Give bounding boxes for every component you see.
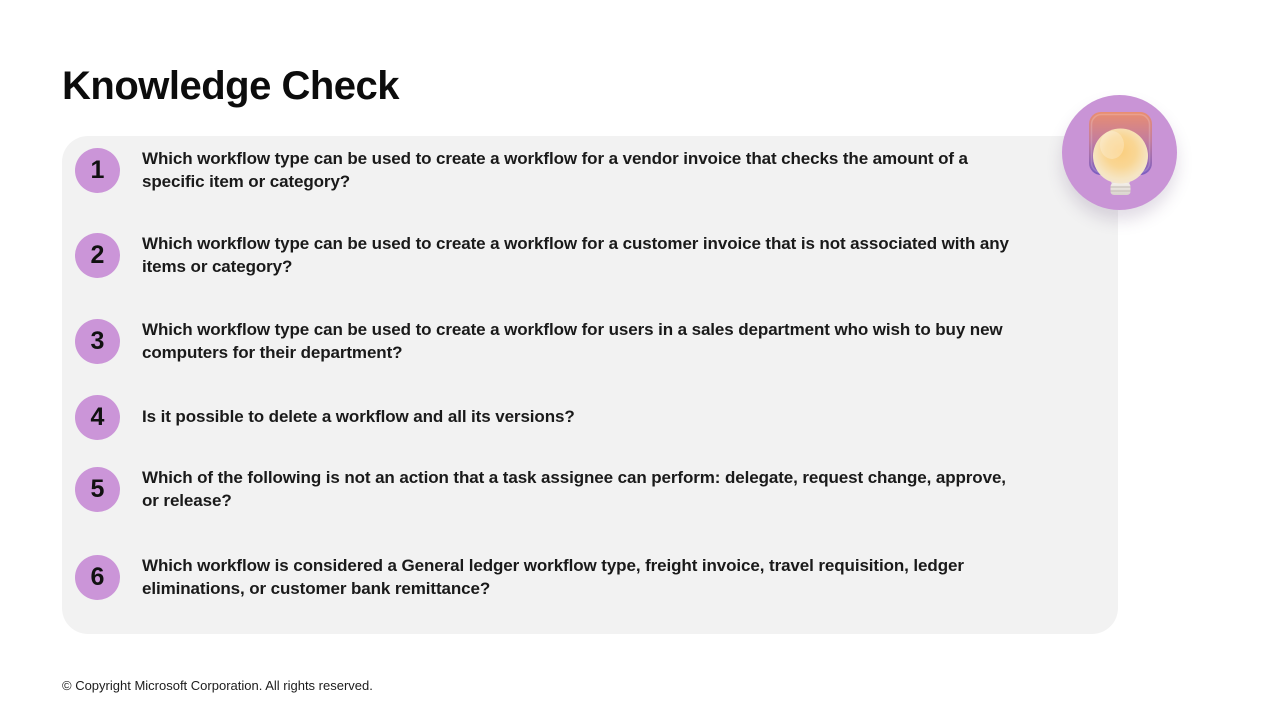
questions-panel <box>62 136 1118 634</box>
question-text: Which workflow type can be used to create a workflow for a vendor invoice that checks the amount of a specific item or category? <box>142 148 968 191</box>
question-text: Is it possible to delete a workflow and all its versions? <box>142 407 575 427</box>
question-number: 4 <box>90 402 105 431</box>
question-row <box>62 306 1072 376</box>
lightbulb-badge <box>1062 95 1177 210</box>
question-number-badge <box>75 148 120 193</box>
question-text: Which workflow type can be used to create a workflow for a customer invoice that is not associated with any items or category? <box>142 233 1009 276</box>
page-title: Knowledge Check <box>62 64 400 108</box>
question-text: Which workflow type can be used to create a workflow for users in a sales department who wish to buy new computers for their department? <box>142 319 1003 362</box>
lightbulb-icon <box>1062 95 1177 210</box>
question-number-badge <box>75 555 120 600</box>
copyright-text: © Copyright Microsoft Corporation. All rights reserved. <box>62 678 373 693</box>
question-number-badge <box>75 233 120 278</box>
question-number: 1 <box>90 155 105 184</box>
question-number-badge <box>75 467 120 512</box>
question-text: Which workflow is considered a General ledger workflow type, freight invoice, travel requisition, ledger eliminations, or customer bank remittance? <box>142 555 964 598</box>
question-row <box>62 382 1072 452</box>
question-number-badge <box>75 395 120 440</box>
question-number: 3 <box>90 326 105 355</box>
question-number-badge <box>75 319 120 364</box>
question-row <box>62 220 1072 290</box>
question-row <box>62 542 1072 612</box>
question-row <box>62 454 1072 524</box>
question-number: 5 <box>90 474 105 503</box>
question-number: 2 <box>90 240 105 269</box>
question-number: 6 <box>90 562 105 591</box>
question-row <box>62 135 1072 205</box>
question-text: Which of the following is not an action that a task assignee can perform: delegate, request change, approve, or release? <box>142 467 1006 510</box>
